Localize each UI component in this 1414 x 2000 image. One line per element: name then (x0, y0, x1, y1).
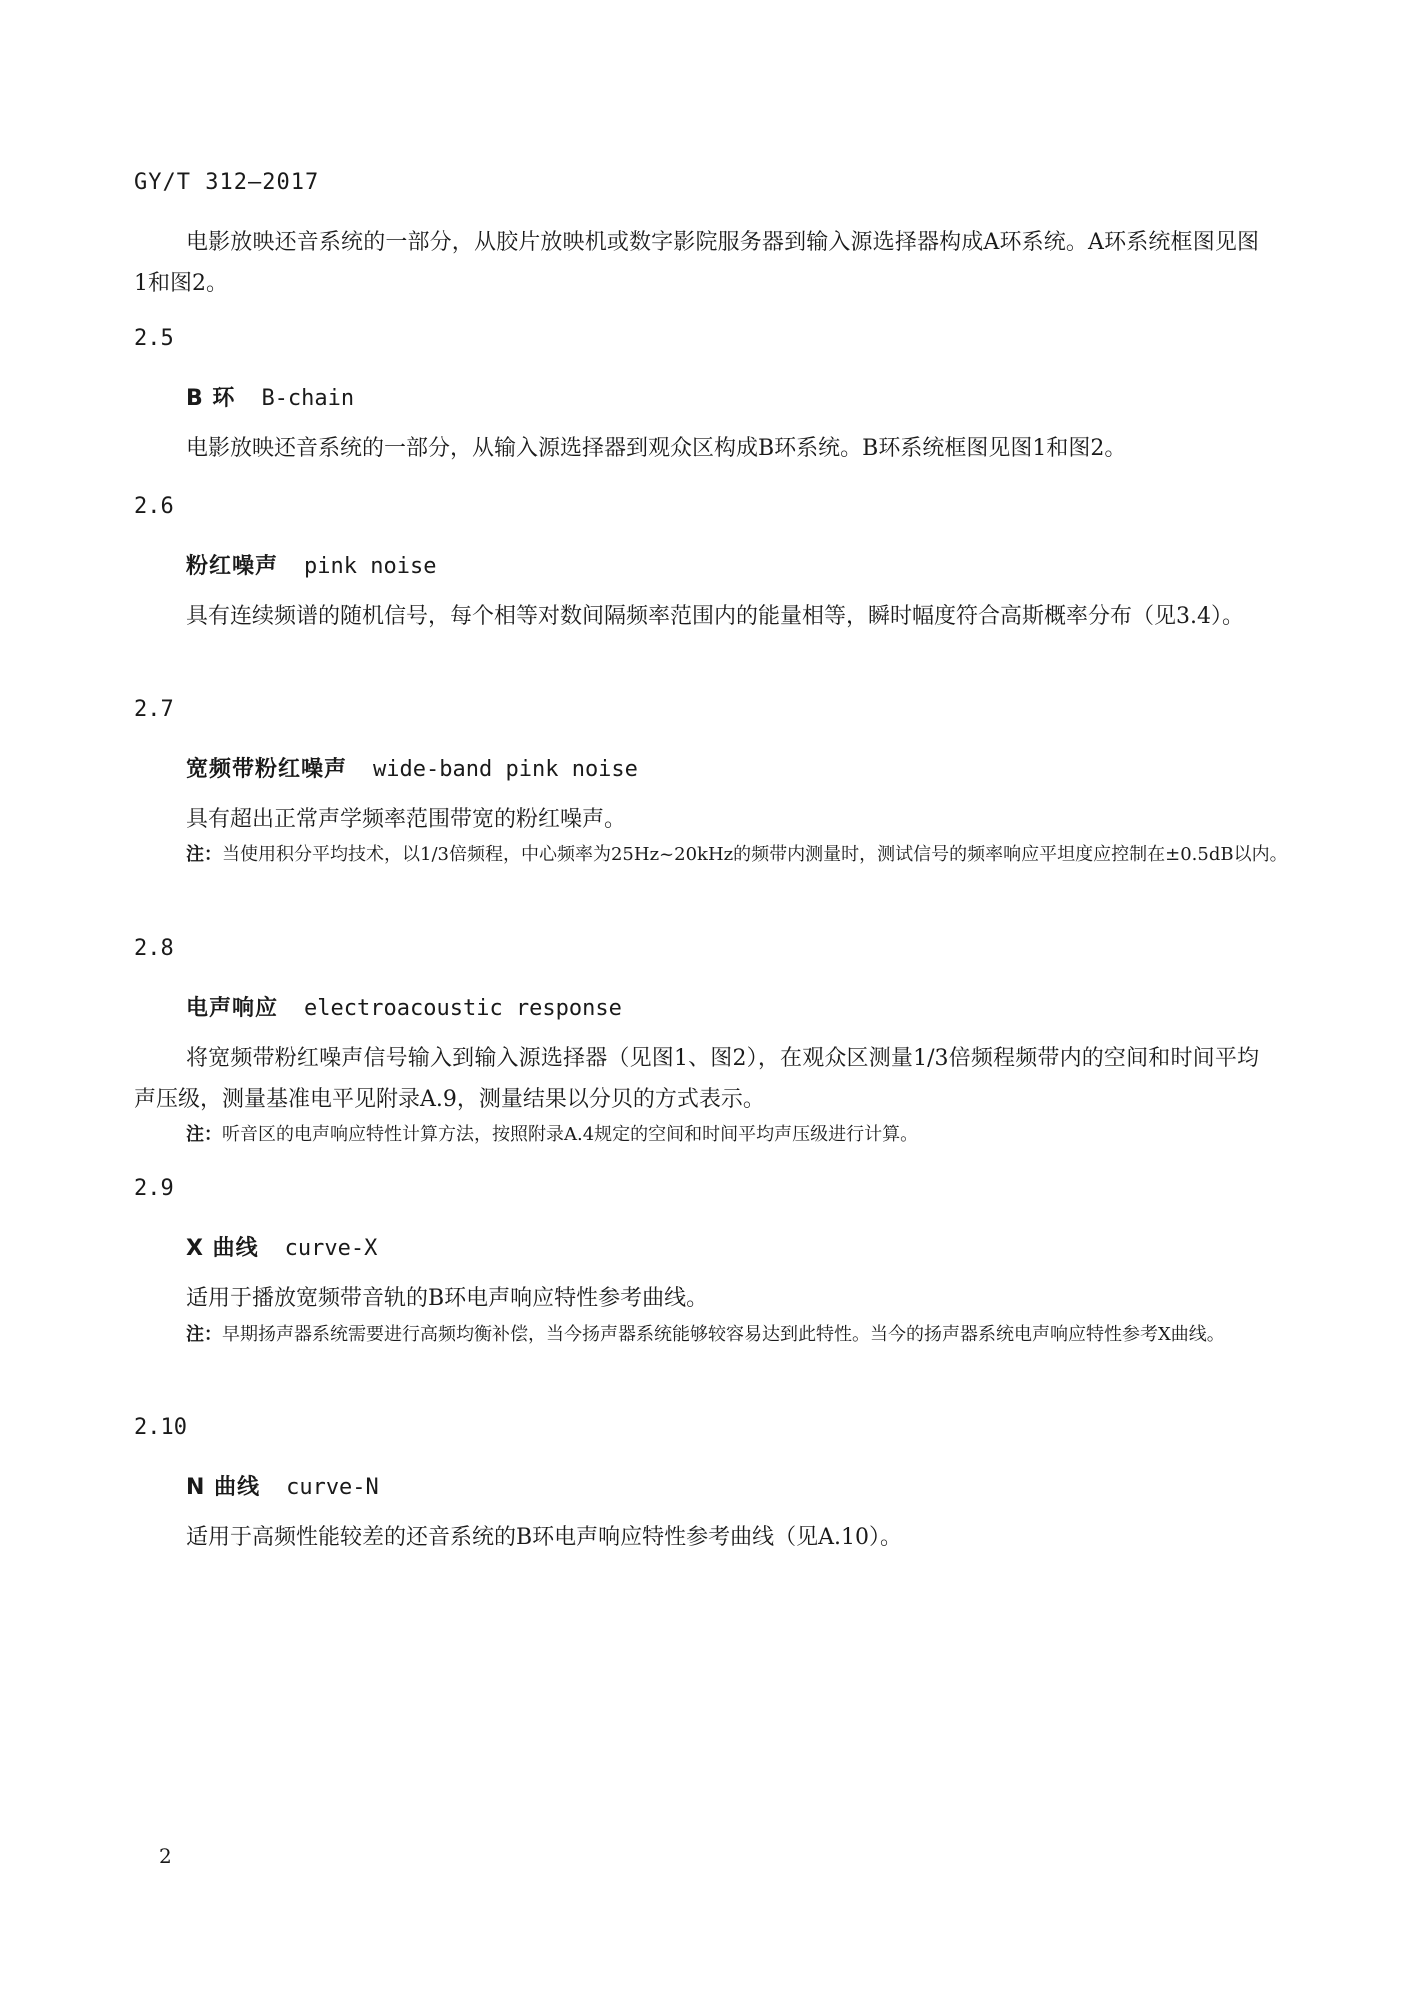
note-label: 注： (186, 1124, 222, 1145)
term-zh: 粉红噪声 (186, 554, 279, 579)
term-en: curve-X (284, 1236, 378, 1261)
term-definition: 将宽频带粉红噪声信号输入到输入源选择器（见图1、图2），在观众区测量1/3倍频程频带内的空间和时间平均声压级，测量基准电平见附录A.9，测量结果以分贝的方式表示。 (134, 1046, 1259, 1112)
section-number: 2.6 (134, 494, 174, 519)
term-note (186, 1118, 1295, 1152)
page-number: 2 (159, 1844, 172, 1868)
note-label: 注： (186, 844, 222, 865)
term-heading (186, 752, 638, 783)
document-code-header: GY/T 312—2017 (134, 170, 320, 195)
intro-paragraph: 电影放映还音系统的一部分，从胶片放映机或数字影院服务器到输入源选择器构成A环系统。A环系统框图见图1和图2。 (134, 230, 1259, 296)
note-text: 当使用积分平均技术，以1/3倍频程，中心频率为25Hz~20kHz的频带内测量时，测试信号的频率响应平坦度应控制在±0.5dB以内。 (222, 844, 1288, 865)
note-label: 注： (186, 1324, 222, 1345)
term-en: wide-band pink noise (373, 757, 638, 782)
section-number: 2.9 (134, 1176, 174, 1201)
term-en: curve-N (286, 1475, 379, 1500)
section-number: 2.10 (134, 1415, 187, 1440)
term-definition: 具有连续频谱的随机信号，每个相等对数间隔频率范围内的能量相等，瞬时幅度符合高斯概率分布（见3.4）。 (186, 604, 1244, 629)
term-zh: 电声响应 (186, 996, 279, 1021)
term-heading (186, 1470, 379, 1501)
term-en: B-chain (261, 386, 355, 411)
term-definition: 适用于播放宽频带音轨的B环电声响应特性参考曲线。 (186, 1286, 709, 1311)
section-number: 2.7 (134, 697, 174, 722)
term-definition: 适用于高频性能较差的还音系统的B环电声响应特性参考曲线（见A.10）。 (186, 1525, 903, 1550)
term-en: pink noise (304, 554, 437, 579)
term-zh: N 曲线 (186, 1475, 261, 1500)
term-heading (186, 991, 622, 1022)
section-number: 2.8 (134, 936, 174, 961)
term-en: electroacoustic response (304, 996, 622, 1021)
term-heading (186, 1231, 377, 1262)
term-zh: X 曲线 (186, 1236, 259, 1261)
term-heading (186, 549, 436, 580)
term-definition: 电影放映还音系统的一部分，从输入源选择器到观众区构成B环系统。B环系统框图见图1和图2。 (186, 436, 1127, 461)
note-text: 听音区的电声响应特性计算方法，按照附录A.4规定的空间和时间平均声压级进行计算。 (222, 1124, 919, 1145)
term-zh: 宽频带粉红噪声 (186, 757, 348, 782)
section-number: 2.5 (134, 326, 174, 351)
term-heading (186, 381, 354, 412)
term-definition: 具有超出正常声学频率范围带宽的粉红噪声。 (186, 807, 627, 832)
note-text: 早期扬声器系统需要进行高频均衡补偿，当今扬声器系统能够较容易达到此特性。当今的扬声器系统电声响应特性参考X曲线。 (222, 1324, 1225, 1345)
term-zh: B 环 (186, 386, 236, 411)
term-note (186, 838, 1295, 872)
term-note (186, 1318, 1295, 1352)
